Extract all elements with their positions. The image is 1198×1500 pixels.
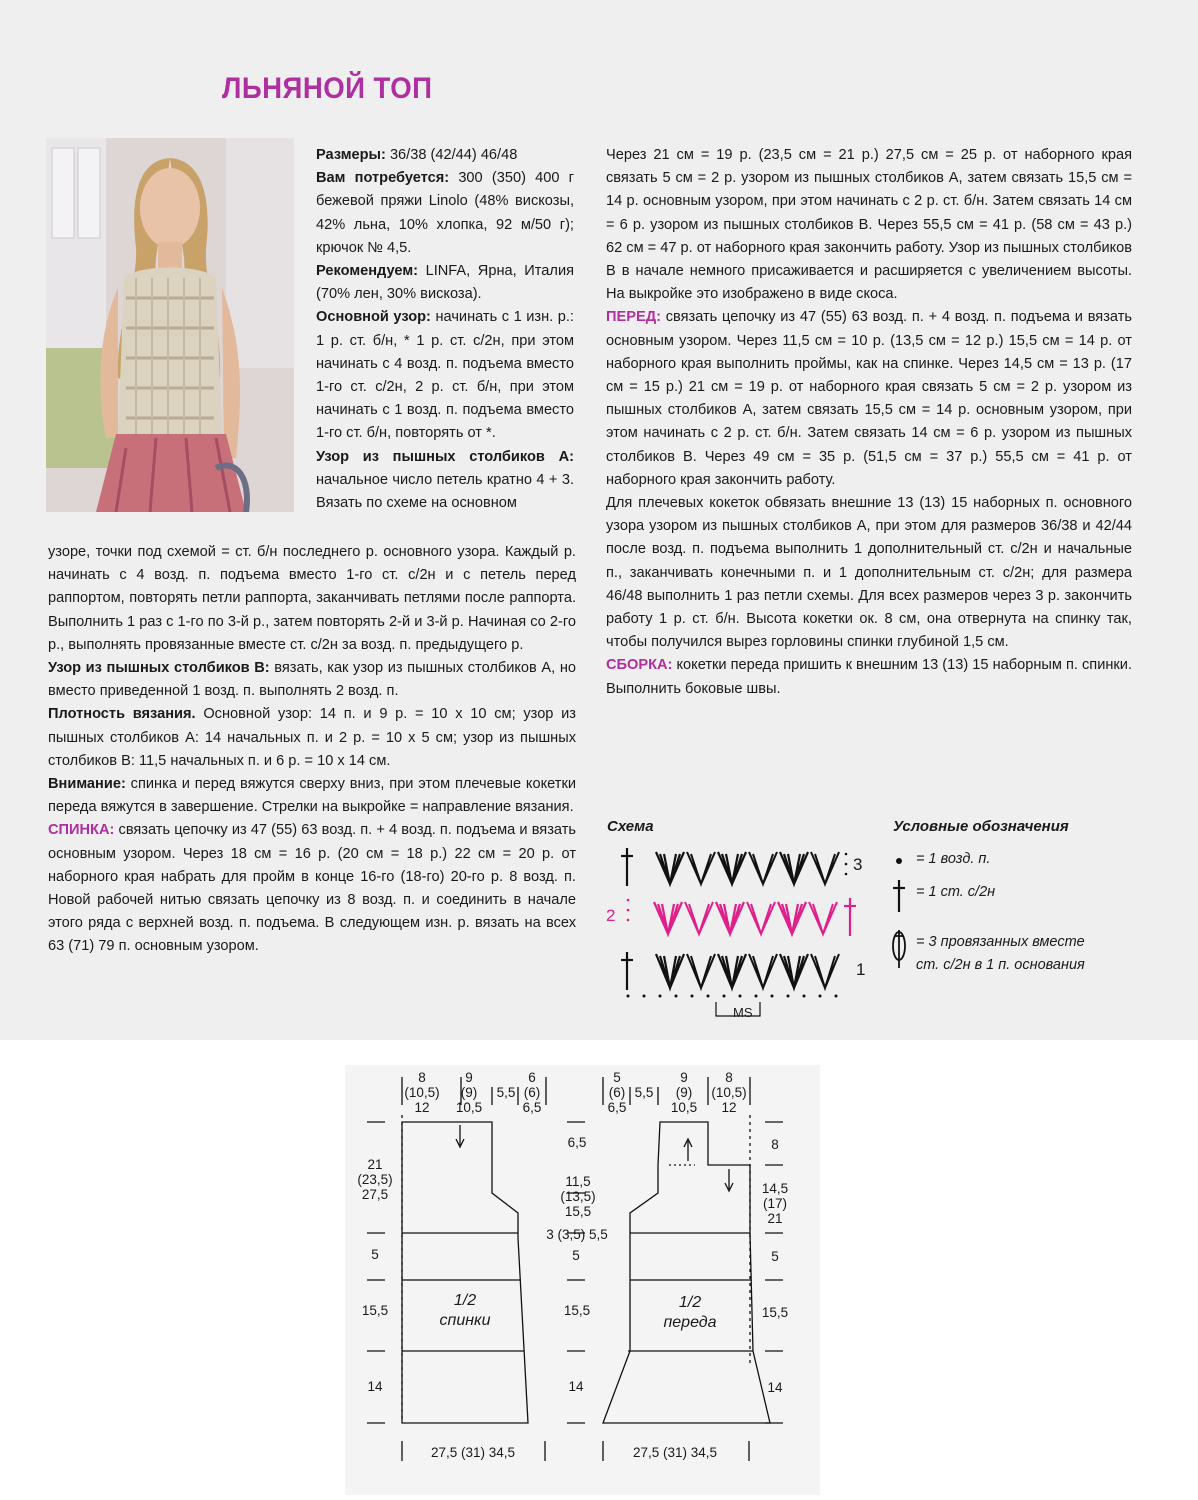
mid-dim-3: 3 (3,5) 5,5 [546, 1227, 608, 1242]
front-top-dim-1: 5 (6) 6,5 [607, 1070, 627, 1115]
paragraph-text: связать цепочку из 47 (55) 63 возд. п. + 4 возд. п. подъема и вязать основным узором. Через 18 см = 16 р. (20 см = 18 р.) 22 см = 20 р. от наборного края набрать для пройм в конце 16-го (18-го) 20-го р. 8 возд. п. Новой рабочей нитью связать цепочку из 8 возд. п. и соединить в начале этого ряда с верхней возд. п. подъема. В следующем изн. р. вязать на всех 63 (71) 79 п. основным узором. [48, 822, 576, 955]
paragraph-text: Для плечевых кокеток обвязать внешние 13 (13) 15 наборных п. основного узора узором из пышных столбиков А, при этом для размеров 36/38 и 42/44 после возд. п. подъема выполнить 1 дополнительный ст. с/2н и начальные п., заканчивать конечными п. и 1 дополнительным ст. с/2н; для размера 46/48 выполнить 1 раз петли схемы. Для всех размеров через 3 р. закончить работу 1 р. ст. б/н. Высота кокетки ок. 8 см, она отвернута на спинку так, чтобы получился вырез горловины спинки глубиной 1,5 см. [606, 495, 1132, 651]
left-dim-2: 5 [371, 1247, 379, 1262]
paragraph-text: Основной узор: 14 п. и 9 р. = 10 х 10 см; узор из пышных столбиков А: 14 начальных п. и 2 р. = 10 х 5 см; узор из пышных столбиков В: 11,5 начальных п. и 6 р. = 10 х 14 см. [48, 706, 576, 769]
paragraph-text: начинать с 1 изн. р.: 1 р. ст. б/н, * 1 р. ст. с/2н, при этом начинать с 4 возд. п. подъема вместо 1-го ст. с/2н, 2 р. ст. б/н, при этом начинать с 1 возд. п. подъема вместо 1-го ст. б/н, повторять от *. [316, 309, 574, 442]
paragraph [606, 654, 1132, 700]
paragraph-text: спинка и перед вяжутся сверху вниз, при этом плечевые кокетки переда вяжутся в завершение. Стрелки на выкройке = направление вязания. [48, 776, 576, 816]
pattern-diagram [345, 1065, 820, 1495]
right-dim-5: 14 [767, 1380, 783, 1395]
right-dim-4: 15,5 [761, 1305, 789, 1320]
front-piece-label: 1/2 переда [663, 1294, 717, 1331]
paragraph-text: узоре, точки под схемой = ст. б/н последнего р. основного узора. Каждый р. начинать с 4 возд. п. подъема вместо 1-го ст. с/2н и с петель перед раппортом, повторять петли раппорта, заканчивать петлями после раппорта. Выполнить 1 раз с 1-го по 3-й р., затем повторять 2-й и 3-й р. Начиная со 2-го р., выполнять провязанные вместе ст. с/2н за возд. п. предыдущего р. [48, 544, 576, 653]
section-heading: СБОРКА: [606, 657, 673, 674]
paragraph-text: 300 (350) 400 г бежевой пряжи Linolo (48% вискозы, 42% льна, 10% хлопка, 92 м/50 г); крючок № 4,5. [316, 170, 574, 256]
paragraph-text: начальное число петель кратно 4 + 3. Вязать по схеме на основном [316, 471, 574, 512]
paragraph-text: 36/38 (42/44) 46/48 [385, 147, 518, 163]
paragraph [606, 144, 1132, 306]
paragraph [606, 492, 1132, 654]
chart-row-3 [621, 848, 839, 886]
paragraph-lead: Вам потребуется: [316, 170, 450, 187]
paragraph-text: вязать, как узор из пышных столбиков А, но вместо приведенной 1 возд. п. выполнять 2 возд. п. [48, 660, 576, 700]
legend-cluster-line2: ст. с/2н в 1 п. основания [916, 957, 1085, 973]
front-outline [603, 1122, 770, 1423]
model-photo-illustration [46, 138, 294, 512]
mid-dim-1: 6,5 [567, 1135, 587, 1150]
back-top-dim-1: 8 (10,5) 12 [404, 1070, 440, 1115]
cluster-stitch-icon [893, 930, 905, 968]
text-column-right [606, 144, 1132, 701]
paragraph [48, 773, 576, 819]
back-width-label: 27,5 (31) 34,5 [430, 1445, 516, 1460]
paragraph-lead: Рекомендуем: [316, 263, 418, 280]
legend-symbols [890, 848, 914, 978]
back-top-dim-2: 9 (9) 10,5 [455, 1070, 483, 1115]
section-heading: ПЕРЕД: [606, 309, 661, 326]
legend-double-crochet: = 1 ст. с/2н [916, 884, 996, 900]
left-dim-4: 14 [367, 1379, 383, 1394]
double-crochet-icon [893, 880, 905, 912]
paragraph [606, 306, 1132, 492]
paragraph-lead: Узор из пышных столбиков В: [48, 660, 270, 677]
paragraph [316, 260, 574, 306]
back-piece-label: 1/2 спинки [439, 1292, 491, 1329]
section-heading: СПИНКА: [48, 822, 115, 839]
paragraph-text: кокетки переда пришить к внешним 13 (13) 15 наборным п. спинки. Выполнить боковые швы. [606, 657, 1132, 697]
paragraph-lead: Размеры: [316, 147, 386, 163]
text-column-left-top [316, 144, 574, 515]
paragraph-text: связать цепочку из 47 (55) 63 возд. п. + 4 возд. п. подъема и вязать основным узором. Через 11,5 см = 10 р. (13,5 см = 12 р.) 15,5 см = 14 р. от наборного края выполнить проймы, как на спинке. Через 14,5 см = 13 р. (17 см = 15 р.) 21 см = 19 р. от наборного края связать 5 см = 2 р. узором из пышных столбиков А, затем связать 15,5 см = 14 р. основным узором, при этом начинать с 2 р. ст. б/н. Затем связать 14 см = 6 р. узором из пышных столбиков В. Через 49 см = 35 р. (51,5 см = 37 р.) 55,5 см = 41 р. от наборного края закончить работу. [606, 309, 1132, 488]
paragraph-lead: Основной узор: [316, 309, 431, 326]
mid-dim-6: 14 [568, 1379, 584, 1394]
right-dim-1: 8 [771, 1137, 779, 1152]
back-top-dim-3: 6 (6) 6,5 [522, 1070, 542, 1115]
scheme-title: Схема [607, 818, 654, 835]
text-column-left-bottom [48, 541, 576, 959]
front-top-dim-2: 5,5 [634, 1085, 654, 1100]
front-width-label: 27,5 (31) 34,5 [632, 1445, 718, 1460]
pattern-shapes [345, 1065, 820, 1495]
paragraph [48, 541, 576, 657]
mid-dim-2: 11,5 (13,5) 15,5 [560, 1174, 596, 1219]
row-label-2: 2 [606, 906, 616, 925]
legend-chain: = 1 возд. п. [916, 851, 991, 867]
paragraph [316, 306, 574, 445]
paragraph-text: LINFA, Ярна, Италия (70% лен, 30% вискоза). [316, 263, 574, 303]
chart-row-1 [621, 952, 839, 990]
right-dim-2: 14,5 (17) 21 [761, 1181, 789, 1226]
ms-label: MS [733, 1005, 753, 1020]
chart-row-2 [654, 898, 856, 936]
front-top-dim-3: 9 (9) 10,5 [670, 1070, 698, 1115]
page-title: ЛЬНЯНОЙ ТОП [222, 72, 433, 105]
chain-stitch-icon [896, 858, 902, 864]
row-label-1: 1 [856, 960, 866, 979]
paragraph-lead: Плотность вязания. [48, 706, 196, 723]
back-top-dim-4: 5,5 [496, 1085, 516, 1100]
mid-dim-5: 15,5 [563, 1303, 591, 1318]
paragraph [316, 446, 574, 516]
mid-dim-4: 5 [572, 1248, 580, 1263]
legend-cluster-line1: = 3 провязанных вместе [916, 934, 1085, 950]
paragraph [316, 167, 574, 260]
left-dim-3: 15,5 [361, 1303, 389, 1318]
paragraph [48, 703, 576, 773]
legend-title: Условные обозначения [893, 818, 1069, 835]
front-top-dim-4: 8 (10,5) 12 [711, 1070, 747, 1115]
left-dim-1: 21 (23,5) 27,5 [357, 1157, 393, 1202]
right-dim-3: 5 [771, 1249, 779, 1264]
paragraph [316, 144, 574, 167]
paragraph-lead: Узор из пышных столбиков А: [316, 448, 574, 465]
row-label-3: 3 [853, 855, 863, 874]
paragraph [48, 819, 576, 958]
paragraph [48, 657, 576, 703]
paragraph-text: Через 21 см = 19 р. (23,5 см = 21 р.) 27,5 см = 25 р. от наборного края связать 5 см = 2 р. узором из пышных столбиков А, затем связать 15,5 см = 14 р. основным узором, при этом начинать с 2 р. ст. б/н. Затем связать 14 см = 6 р. узором из пышных столбиков В. Через 55,5 см = 41 р. (58 см = 43 р.) 62 см = 47 р. от наборного края закончить работу. Узор из пышных столбиков В в начале немного присаживается и расширяется с увеличением высоты. На выкройке это изображено в виде скоса. [606, 147, 1133, 303]
paragraph-lead: Внимание: [48, 776, 126, 793]
model-photo [46, 138, 294, 512]
back-outline [402, 1122, 528, 1423]
